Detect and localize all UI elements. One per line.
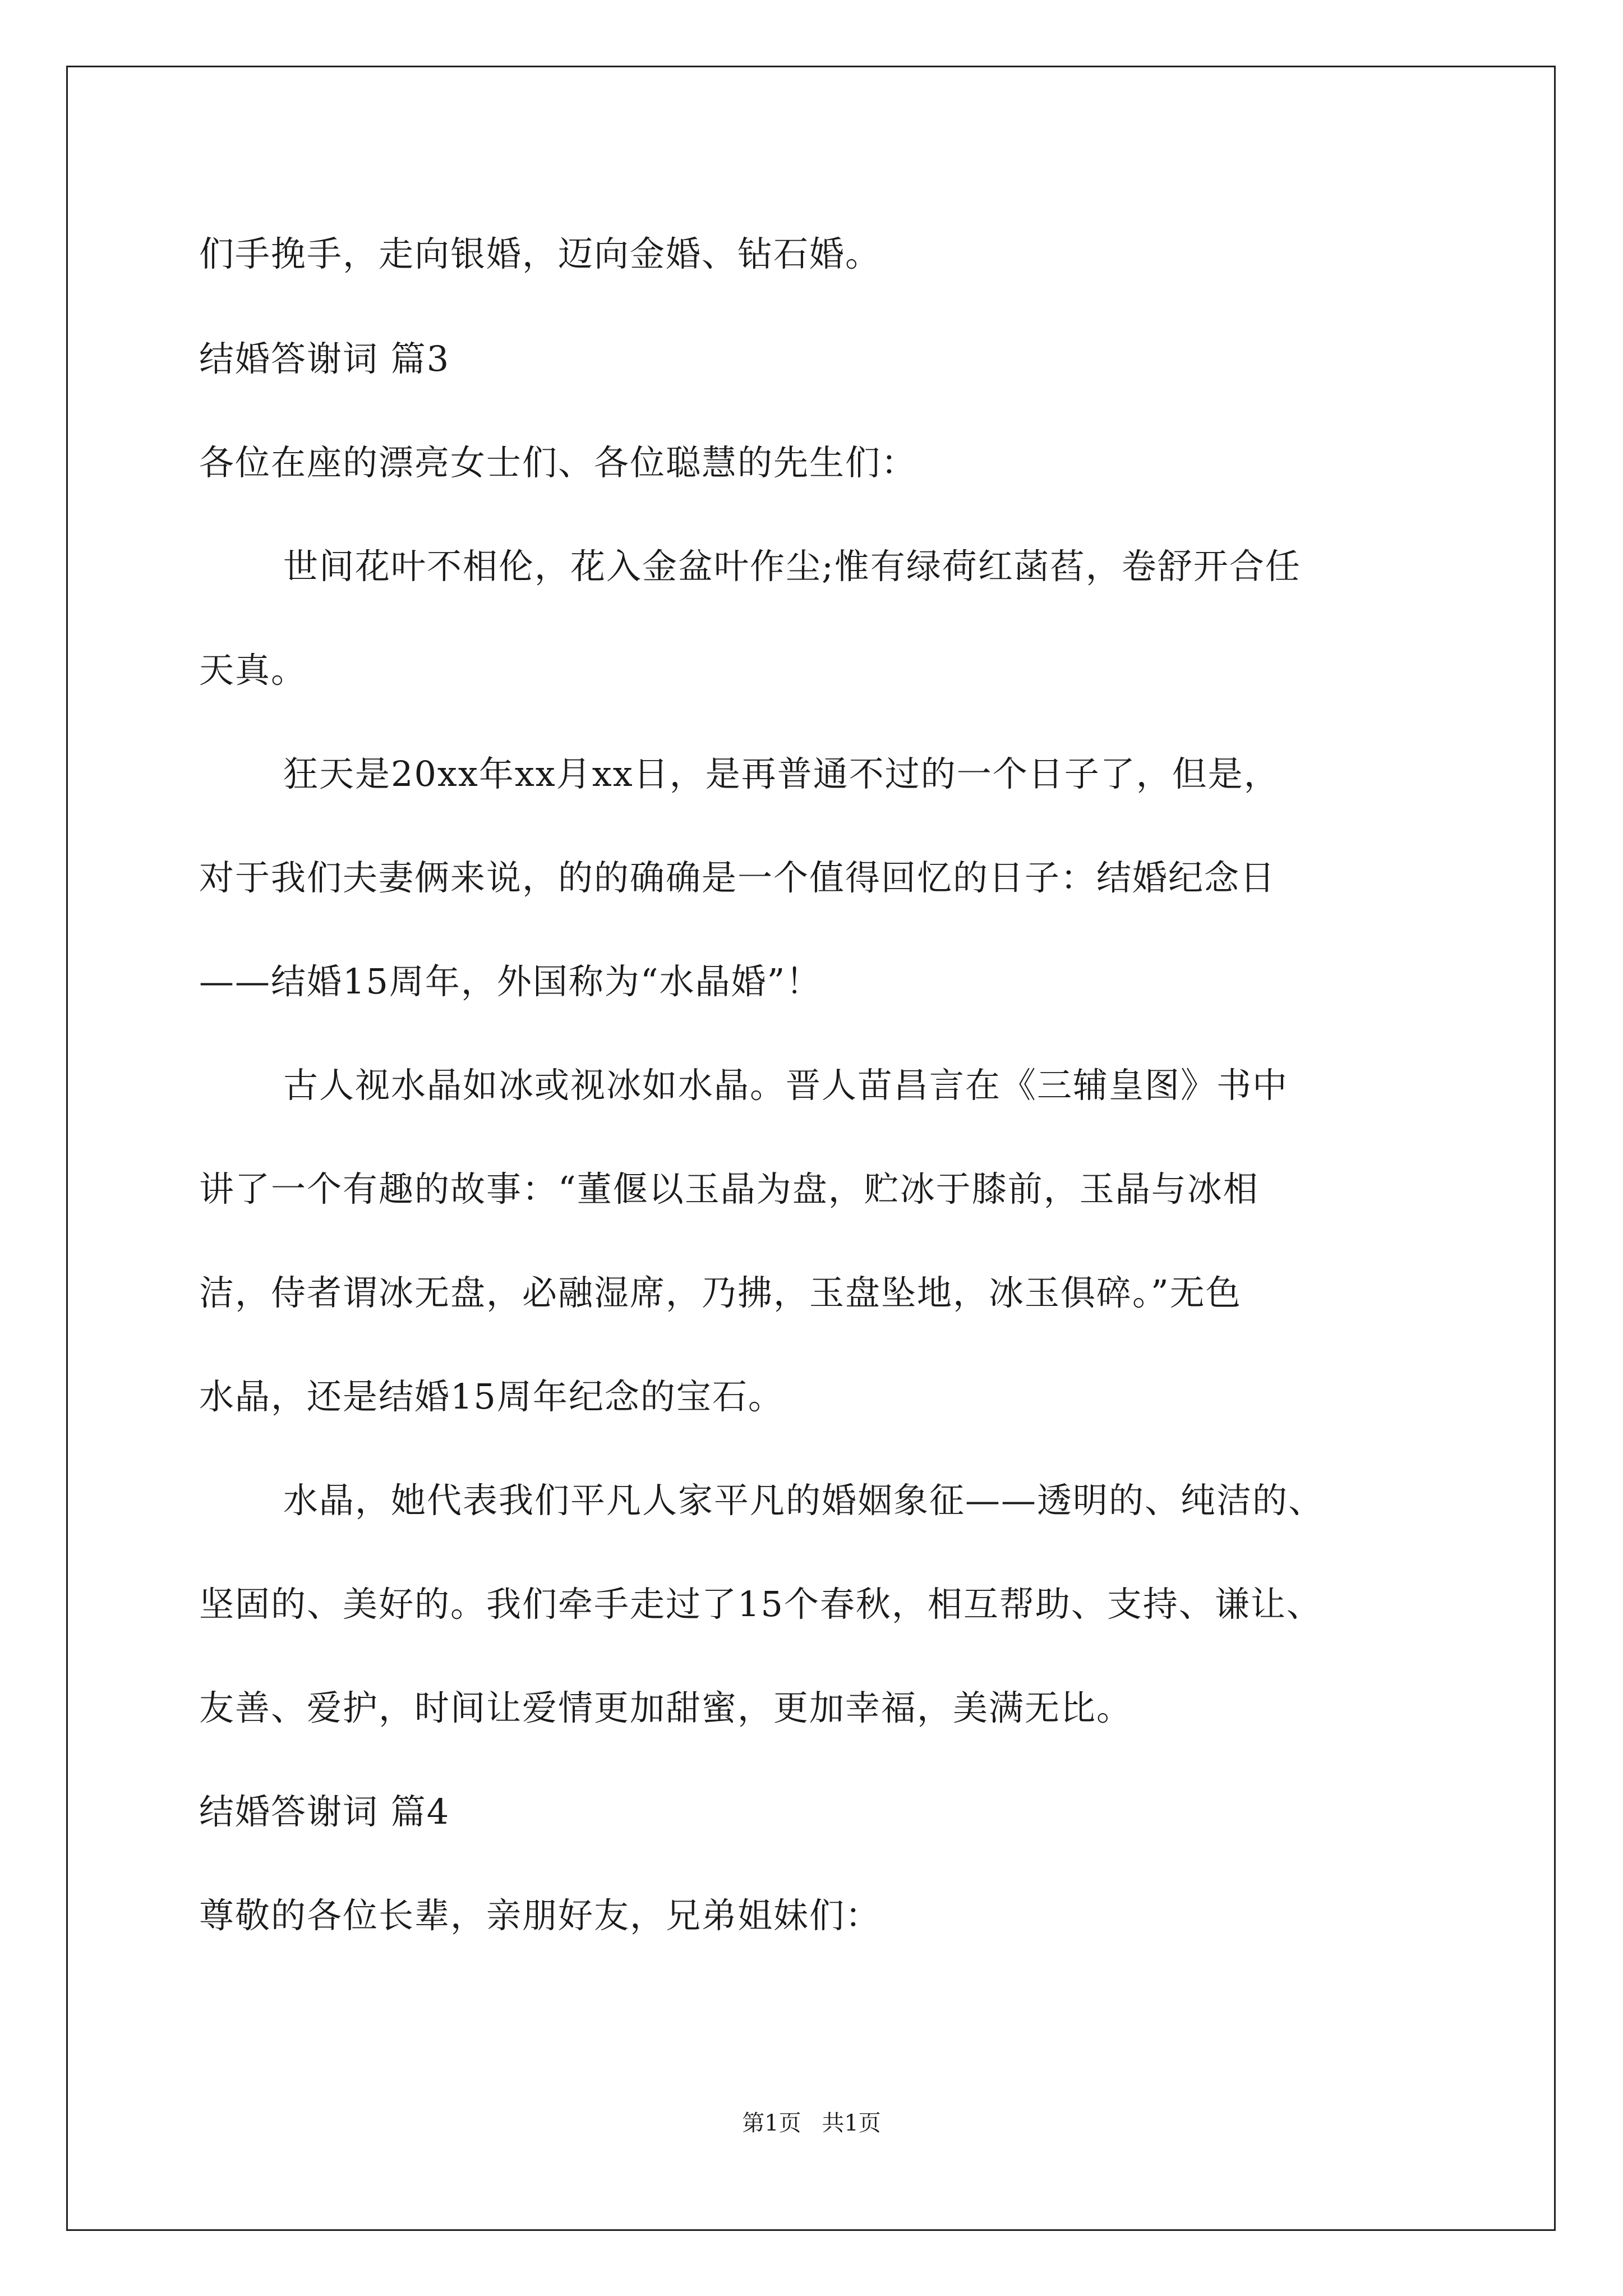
page-number: 第1页 [742, 2110, 801, 2136]
section-heading: 结婚答谢词 篇4 [199, 1791, 450, 1832]
body-line: 友善、爱护，时间让爱情更加甜蜜，更加幸福，美满无比。 [199, 1687, 1133, 1728]
salutation: 尊敬的各位长辈，亲朋好友，兄弟姐妹们： [199, 1895, 882, 1936]
body-line: 们手挽手，走向银婚，迈向金婚、钻石婚。 [199, 233, 882, 274]
section-heading: 结婚答谢词 篇3 [199, 338, 450, 379]
salutation: 各位在座的漂亮女士们、各位聪慧的先生们： [199, 442, 917, 483]
body-line: 古人视水晶如冰或视冰如水晶。晋人苗昌言在《三辅皇图》书中 [283, 1065, 1289, 1106]
body-line: 狂天是20xx年xx月xx日，是再普通不过的一个日子了，但是， [283, 753, 1280, 794]
body-line: 水晶，她代表我们平凡人家平凡的婚姻象征——透明的、纯洁的、 [283, 1480, 1325, 1521]
body-line: 天真。 [199, 650, 307, 691]
body-line: 坚固的、美好的。我们牵手走过了15个春秋，相互帮助、支持、谦让、 [199, 1584, 1322, 1625]
body-line: ——结婚15周年，外国称为“水晶婚”！ [199, 961, 822, 1002]
body-line: 世间花叶不相伦，花入金盆叶作尘;惟有绿荷红菡萏，卷舒开合任 [283, 546, 1301, 587]
body-line: 水晶，还是结婚15周年纪念的宝石。 [199, 1376, 784, 1417]
body-line: 对于我们夫妻俩来说，的的确确是一个值得回忆的日子：结婚纪念日 [199, 857, 1276, 898]
page-total: 共1页 [822, 2110, 881, 2136]
body-line: 讲了一个有趣的故事：“董偃以玉晶为盘，贮冰于膝前，玉晶与冰相 [199, 1168, 1259, 1209]
page-footer [0, 2109, 1623, 2137]
body-line: 洁，侍者谓冰无盘，必融湿席，乃拂，玉盘坠地，冰玉俱碎。”无色 [199, 1272, 1242, 1313]
